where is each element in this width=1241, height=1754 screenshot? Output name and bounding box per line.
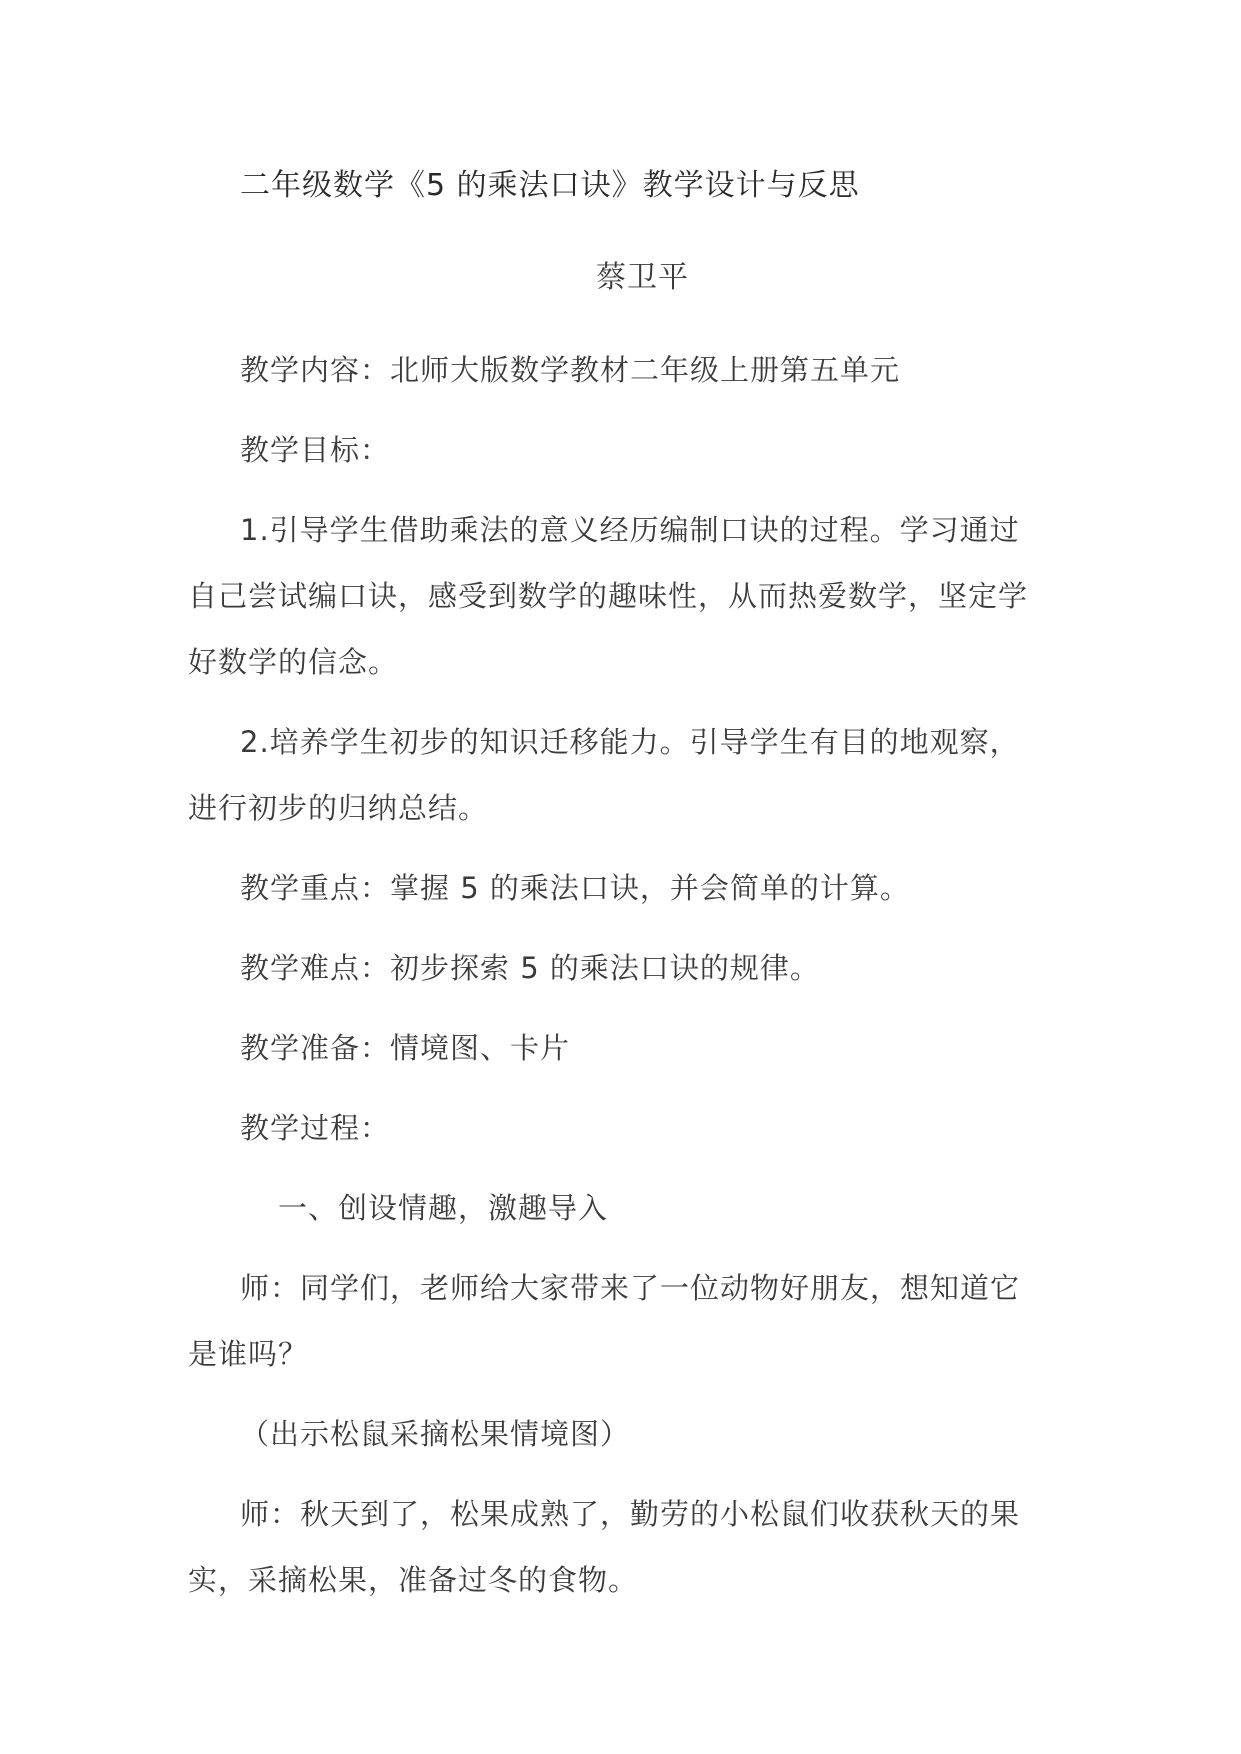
objective-1-line-2: 自己尝试编口诀，感受到数学的趣味性，从而热爱数学，坚定学 [188,579,1029,613]
difficulty: 教学难点：初步探索 5 的乘法口诀的规律。 [240,951,820,985]
objective-2-line-1: 2.培养学生初步的知识迁移能力。引导学生有目的地观察， [240,725,1020,759]
teacher-2-line-2: 实，采摘松果，准备过冬的食物。 [188,1563,639,1597]
section-1-heading: 一、创设情趣，激趣导入 [278,1191,609,1225]
teaching-content: 教学内容：北师大版数学教材二年级上册第五单元 [240,353,901,387]
teacher-1-line-1: 师：同学们，老师给大家带来了一位动物好朋友，想知道它 [240,1271,1021,1305]
preparation: 教学准备：情境图、卡片 [240,1031,571,1065]
objective-1-line-1: 1.引导学生借助乘法的意义经历编制口诀的过程。学习通过 [240,513,1020,547]
author-name: 蔡卫平 [596,260,689,295]
key-point: 教学重点：掌握 5 的乘法口诀，并会简单的计算。 [240,871,910,905]
show-picture-note: （出示松鼠采摘松果情境图） [240,1417,631,1451]
process-heading: 教学过程： [240,1111,391,1145]
teacher-2-line-1: 师：秋天到了，松果成熟了，勤劳的小松鼠们收获秋天的果 [240,1497,1021,1531]
objectives-heading: 教学目标： [240,433,391,467]
objective-2-line-2: 进行初步的归纳总结。 [188,791,489,825]
document-title: 二年级数学《5 的乘法口诀》教学设计与反思 [240,168,860,203]
objective-1-line-3: 好数学的信念。 [188,645,399,679]
teacher-1-line-2: 是谁吗？ [188,1337,309,1371]
